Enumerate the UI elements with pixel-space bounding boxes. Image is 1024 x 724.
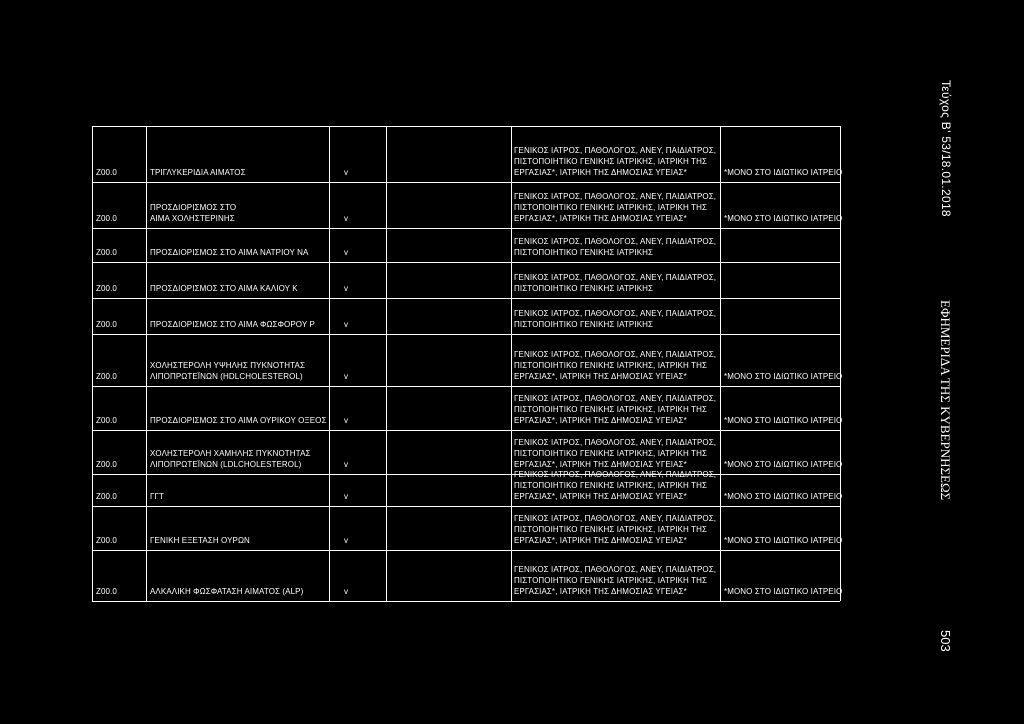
row-exam-name [150, 319, 315, 330]
specialty-line: ΕΡΓΑΣΙΑΣ*, ΙΑΤΡΙΚΗ ΤΗΣ ΔΗΜΟΣΙΑΣ ΥΓΕΙΑΣ* [514, 492, 687, 501]
row-exam-name [150, 360, 305, 382]
issue-header: Τεύχος Β’ 53/18.01.2018 [939, 80, 953, 217]
exam-name-line: ΓΓΤ [150, 492, 164, 501]
specialty-line: ΠΙΣΤΟΠΟΙΗΤΙΚΟ ΓΕΝΙΚΗΣ ΙΑΤΡΙΚΗΣ [514, 248, 654, 257]
row-divider [92, 126, 840, 127]
row-specialties [514, 191, 716, 224]
row-flag: v [344, 492, 349, 501]
page-number: 503 [938, 630, 953, 652]
specialty-line: ΠΙΣΤΟΠΟΙΗΤΙΚΟ ΓΕΝΙΚΗΣ ΙΑΤΡΙΚΗΣ, ΙΑΤΡΙΚΗ ΤΗΣ [514, 361, 708, 370]
exam-name-line: ΠΡΟΣΔΙΟΡΙΣΜΟΣ ΣΤΟ ΑΙΜΑ ΝΑΤΡΙΟΥ ΝΑ [150, 248, 309, 257]
specialty-line: ΠΙΣΤΟΠΟΙΗΤΙΚΟ ΓΕΝΙΚΗΣ ΙΑΤΡΙΚΗΣ [514, 320, 654, 329]
specialty-line: ΠΙΣΤΟΠΟΙΗΤΙΚΟ ΓΕΝΙΚΗΣ ΙΑΤΡΙΚΗΣ, ΙΑΤΡΙΚΗ ΤΗΣ [514, 576, 708, 585]
row-specialties [514, 564, 716, 597]
row-divider [92, 474, 840, 475]
row-divider [92, 262, 840, 263]
specialty-line: ΠΙΣΤΟΠΟΙΗΤΙΚΟ ΓΕΝΙΚΗΣ ΙΑΤΡΙΚΗΣ, ΙΑΤΡΙΚΗ ΤΗΣ [514, 157, 708, 166]
specialty-line: ΓΕΝΙΚΟΣ ΙΑΤΡΟΣ, ΠΑΘΟΛΟΓΟΣ, ΑΝΕΥ, ΠΑΙΔΙΑΤΡΟΣ, [514, 350, 717, 359]
column-divider [511, 126, 512, 601]
row-code: Z00.0 [96, 372, 117, 381]
specialty-line: ΠΙΣΤΟΠΟΙΗΤΙΚΟ ΓΕΝΙΚΗΣ ΙΑΤΡΙΚΗΣ, ΙΑΤΡΙΚΗ ΤΗΣ [514, 405, 708, 414]
exam-name-line: ΛΙΠΟΠΡΩΤΕΪΝΩΝ (LDLCHOLESTEROL) [150, 460, 302, 469]
row-code: Z00.0 [96, 536, 117, 545]
specialty-line: ΠΙΣΤΟΠΟΙΗΤΙΚΟ ΓΕΝΙΚΗΣ ΙΑΤΡΙΚΗΣ [514, 284, 654, 293]
row-code: Z00.0 [96, 168, 117, 177]
row-flag: v [344, 416, 349, 425]
row-specialties [514, 308, 716, 330]
column-divider [840, 126, 841, 601]
row-divider [92, 228, 840, 229]
specialty-line: ΕΡΓΑΣΙΑΣ*, ΙΑΤΡΙΚΗ ΤΗΣ ΔΗΜΟΣΙΑΣ ΥΓΕΙΑΣ* [514, 214, 687, 223]
exam-name-line: ΠΡΟΣΔΙΟΡΙΣΜΟΣ ΣΤΟ ΑΙΜΑ ΦΩΣΦΟΡΟΥ Ρ [150, 320, 315, 329]
row-note: *ΜΟΝΟ ΣΤΟ ΙΔΙΩΤΙΚΟ ΙΑΤΡΕΙΟ [724, 460, 843, 469]
row-specialties [514, 513, 716, 546]
exam-name-line: ΠΡΟΣΔΙΟΡΙΣΜΟΣ ΣΤΟ [150, 203, 237, 212]
specialty-line: ΕΡΓΑΣΙΑΣ*, ΙΑΤΡΙΚΗ ΤΗΣ ΔΗΜΟΣΙΑΣ ΥΓΕΙΑΣ* [514, 372, 687, 381]
row-note: *ΜΟΝΟ ΣΤΟ ΙΔΙΩΤΙΚΟ ΙΑΤΡΕΙΟ [724, 536, 843, 545]
row-code: Z00.0 [96, 492, 117, 501]
row-code: Z00.0 [96, 284, 117, 293]
row-flag: v [344, 214, 349, 223]
row-flag: v [344, 587, 349, 596]
exam-name-line: ΠΡΟΣΔΙΟΡΙΣΜΟΣ ΣΤΟ ΑΙΜΑ ΚΑΛΙΟΥ Κ [150, 284, 298, 293]
specialty-line: ΕΡΓΑΣΙΑΣ*, ΙΑΤΡΙΚΗ ΤΗΣ ΔΗΜΟΣΙΑΣ ΥΓΕΙΑΣ* [514, 536, 687, 545]
specialty-line: ΕΡΓΑΣΙΑΣ*, ΙΑΤΡΙΚΗ ΤΗΣ ΔΗΜΟΣΙΑΣ ΥΓΕΙΑΣ* [514, 587, 687, 596]
row-note: *ΜΟΝΟ ΣΤΟ ΙΔΙΩΤΙΚΟ ΙΑΤΡΕΙΟ [724, 492, 843, 501]
specialty-line: ΓΕΝΙΚΟΣ ΙΑΤΡΟΣ, ΠΑΘΟΛΟΓΟΣ, ΑΝΕΥ, ΠΑΙΔΙΑΤΡΟΣ, [514, 309, 717, 318]
row-divider [92, 182, 840, 183]
row-code: Z00.0 [96, 416, 117, 425]
row-code: Z00.0 [96, 248, 117, 257]
row-exam-name [150, 586, 303, 597]
specialty-line: ΓΕΝΙΚΟΣ ΙΑΤΡΟΣ, ΠΑΘΟΛΟΓΟΣ, ΑΝΕΥ, ΠΑΙΔΙΑΤΡΟΣ, [514, 146, 717, 155]
row-divider [92, 298, 840, 299]
column-divider [92, 126, 93, 601]
row-divider [92, 430, 840, 431]
column-divider [720, 126, 721, 601]
specialty-line: ΓΕΝΙΚΟΣ ΙΑΤΡΟΣ, ΠΑΘΟΛΟΓΟΣ, ΑΝΕΥ, ΠΑΙΔΙΑΤΡΟΣ, [514, 438, 717, 447]
row-divider [92, 506, 840, 507]
specialty-line: ΓΕΝΙΚΟΣ ΙΑΤΡΟΣ, ΠΑΘΟΛΟΓΟΣ, ΑΝΕΥ, ΠΑΙΔΙΑΤΡΟΣ, [514, 394, 717, 403]
row-exam-name [150, 535, 250, 546]
row-specialties [514, 236, 716, 258]
column-divider [386, 126, 387, 601]
row-note: *ΜΟΝΟ ΣΤΟ ΙΔΙΩΤΙΚΟ ΙΑΤΡΕΙΟ [724, 416, 843, 425]
row-exam-name [150, 167, 246, 178]
specialty-line: ΕΡΓΑΣΙΑΣ*, ΙΑΤΡΙΚΗ ΤΗΣ ΔΗΜΟΣΙΑΣ ΥΓΕΙΑΣ* [514, 416, 687, 425]
row-exam-name [150, 448, 311, 470]
row-code: Z00.0 [96, 460, 117, 469]
exam-name-line: ΧΟΛΗΣΤΕΡΟΛΗ ΧΑΜΗΛΗΣ ΠΥΚΝΟΤΗΤΑΣ [150, 449, 311, 458]
row-specialties [514, 469, 716, 502]
row-flag: v [344, 284, 349, 293]
exam-name-line: ΧΟΛΗΣΤΕΡΟΛΗ ΥΨΗΛΗΣ ΠΥΚΝΟΤΗΤΑΣ [150, 361, 305, 370]
exam-name-line: ΠΡΟΣΔΙΟΡΙΣΜΟΣ ΣΤΟ ΑΙΜΑ ΟΥΡΙΚΟΥ ΟΞΕΟΣ [150, 416, 327, 425]
specialty-line: ΠΙΣΤΟΠΟΙΗΤΙΚΟ ΓΕΝΙΚΗΣ ΙΑΤΡΙΚΗΣ, ΙΑΤΡΙΚΗ ΤΗΣ [514, 481, 708, 490]
exam-name-line: ΓΕΝΙΚΗ ΕΞΕΤΑΣΗ ΟΥΡΩΝ [150, 536, 250, 545]
specialty-line: ΠΙΣΤΟΠΟΙΗΤΙΚΟ ΓΕΝΙΚΗΣ ΙΑΤΡΙΚΗΣ, ΙΑΤΡΙΚΗ ΤΗΣ [514, 525, 708, 534]
specialty-line: ΠΙΣΤΟΠΟΙΗΤΙΚΟ ΓΕΝΙΚΗΣ ΙΑΤΡΙΚΗΣ, ΙΑΤΡΙΚΗ ΤΗΣ [514, 203, 708, 212]
row-exam-name [150, 491, 164, 502]
row-exam-name [150, 283, 298, 294]
exam-name-line: ΤΡΙΓΛΥΚΕΡΙΔΙΑ ΑΙΜΑΤΟΣ [150, 168, 246, 177]
row-flag: v [344, 168, 349, 177]
row-flag: v [344, 372, 349, 381]
row-specialties [514, 437, 716, 470]
row-divider [92, 601, 840, 602]
row-flag: v [344, 320, 349, 329]
specialty-line: ΓΕΝΙΚΟΣ ΙΑΤΡΟΣ, ΠΑΘΟΛΟΓΟΣ, ΑΝΕΥ, ΠΑΙΔΙΑΤΡΟΣ, [514, 237, 717, 246]
specialty-line: ΓΕΝΙΚΟΣ ΙΑΤΡΟΣ, ΠΑΘΟΛΟΓΟΣ, ΑΝΕΥ, ΠΑΙΔΙΑΤΡΟΣ, [514, 470, 717, 479]
row-specialties [514, 272, 716, 294]
specialty-line: ΕΡΓΑΣΙΑΣ*, ΙΑΤΡΙΚΗ ΤΗΣ ΔΗΜΟΣΙΑΣ ΥΓΕΙΑΣ* [514, 460, 687, 469]
row-code: Z00.0 [96, 214, 117, 223]
row-divider [92, 334, 840, 335]
specialty-line: ΓΕΝΙΚΟΣ ΙΑΤΡΟΣ, ΠΑΘΟΛΟΓΟΣ, ΑΝΕΥ, ΠΑΙΔΙΑΤΡΟΣ, [514, 565, 717, 574]
row-specialties [514, 145, 716, 178]
specialty-line: ΕΡΓΑΣΙΑΣ*, ΙΑΤΡΙΚΗ ΤΗΣ ΔΗΜΟΣΙΑΣ ΥΓΕΙΑΣ* [514, 168, 687, 177]
row-note: *ΜΟΝΟ ΣΤΟ ΙΔΙΩΤΙΚΟ ΙΑΤΡΕΙΟ [724, 372, 843, 381]
journal-title: ΕΦΗΜΕΡΙΔΑ ΤΗΣ ΚΥΒΕΡΝΗΣΕΩΣ [938, 300, 953, 501]
row-divider [92, 550, 840, 551]
row-note: *ΜΟΝΟ ΣΤΟ ΙΔΙΩΤΙΚΟ ΙΑΤΡΕΙΟ [724, 214, 843, 223]
specialty-line: ΠΙΣΤΟΠΟΙΗΤΙΚΟ ΓΕΝΙΚΗΣ ΙΑΤΡΙΚΗΣ, ΙΑΤΡΙΚΗ ΤΗΣ [514, 449, 708, 458]
column-divider [329, 126, 330, 601]
exam-name-line: ΑΛΚΑΛΙΚΗ ΦΩΣΦΑΤΑΣΗ ΑΙΜΑΤΟΣ (ALP) [150, 587, 304, 596]
row-code: Z00.0 [96, 320, 117, 329]
specialty-line: ΓΕΝΙΚΟΣ ΙΑΤΡΟΣ, ΠΑΘΟΛΟΓΟΣ, ΑΝΕΥ, ΠΑΙΔΙΑΤΡΟΣ, [514, 192, 717, 201]
row-flag: v [344, 248, 349, 257]
exam-name-line: ΛΙΠΟΠΡΩΤΕΪΝΩΝ (HDLCHOLESTEROL) [150, 372, 303, 381]
row-flag: v [344, 536, 349, 545]
row-exam-name [150, 247, 308, 258]
row-code: Z00.0 [96, 587, 117, 596]
row-specialties [514, 349, 716, 382]
row-flag: v [344, 460, 349, 469]
row-note: *ΜΟΝΟ ΣΤΟ ΙΔΙΩΤΙΚΟ ΙΑΤΡΕΙΟ [724, 168, 843, 177]
specialty-line: ΓΕΝΙΚΟΣ ΙΑΤΡΟΣ, ΠΑΘΟΛΟΓΟΣ, ΑΝΕΥ, ΠΑΙΔΙΑΤΡΟΣ, [514, 514, 717, 523]
column-divider [146, 126, 147, 601]
row-specialties [514, 393, 716, 426]
row-note: *ΜΟΝΟ ΣΤΟ ΙΔΙΩΤΙΚΟ ΙΑΤΡΕΙΟ [724, 587, 843, 596]
exam-name-line: ΑΙΜΑ ΧΟΛΗΣΤΕΡΙΝΗΣ [150, 214, 235, 223]
row-exam-name [150, 202, 236, 224]
row-exam-name [150, 415, 327, 426]
specialty-line: ΓΕΝΙΚΟΣ ΙΑΤΡΟΣ, ΠΑΘΟΛΟΓΟΣ, ΑΝΕΥ, ΠΑΙΔΙΑΤΡΟΣ, [514, 273, 717, 282]
row-divider [92, 386, 840, 387]
